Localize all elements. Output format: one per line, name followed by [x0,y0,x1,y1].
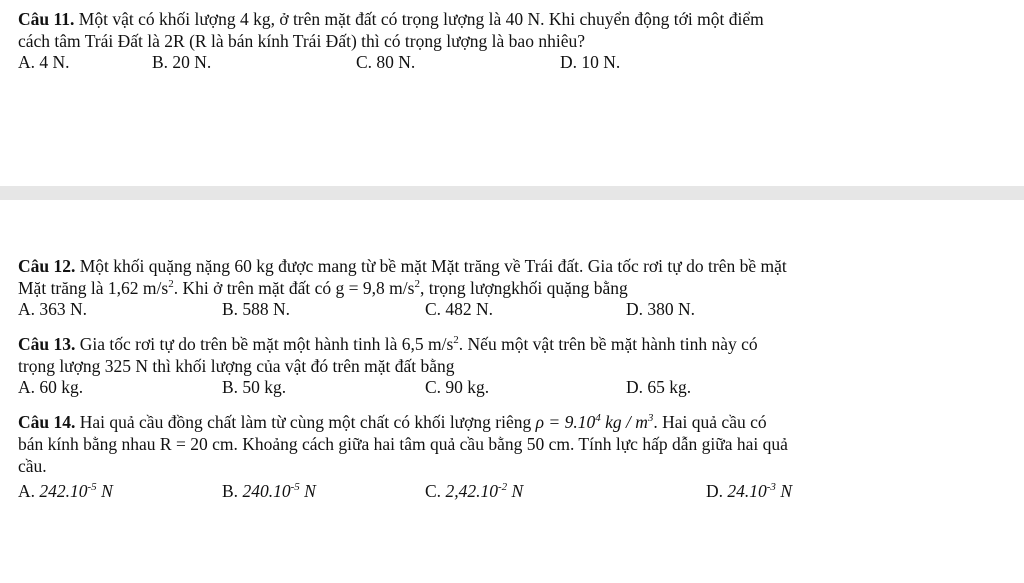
q14-option-d-mant: 24.10 [727,481,767,501]
q13-option-a[interactable]: A. 60 kg. [18,377,84,397]
q14-option-a[interactable] [18,481,113,502]
question-11 [18,8,1008,74]
q12-exp-2: 2 [414,278,420,291]
q11-line-1 [18,8,1008,30]
q14-option-a-exp: -5 [87,481,97,494]
q14-option-a-unit: N [96,481,113,501]
q12-option-d[interactable]: D. 380 N. [626,299,696,319]
q14-option-a-label: A. [18,481,36,501]
q14-option-c-exp: -2 [497,481,508,494]
question-12 [18,255,1008,321]
q12-options [18,299,1008,321]
q11-option-c[interactable]: C. 80 N. [356,52,416,72]
q14-text-1a: Hai quả cầu đồng chất làm từ cùng một chất có khối lượng riêng [75,412,536,432]
q13-exp: 2 [453,334,459,347]
question-14 [18,411,1008,503]
q12-text-1: Một khối quặng nặng 60 kg được mang từ bề mặt Mặt trăng về Trái đất. Gia tốc rơi tự do trên bề mặt [75,256,787,276]
q13-line-1 [18,333,1008,355]
q14-option-b-label: B. [222,481,239,501]
q14-option-d-label: D. [706,481,724,501]
q14-option-b[interactable] [222,481,316,502]
q13-option-b[interactable]: B. 50 kg. [222,377,287,397]
q12-text-2b: . Khi ở trên mặt đất có g = 9,8 m/s [173,278,415,298]
q14-option-d[interactable] [706,481,792,502]
density-formula [536,412,654,432]
q13-option-c[interactable]: C. 90 kg. [425,377,490,397]
q14-text-1b: . Hai quả cầu có [653,412,767,432]
q14-options [18,481,1008,503]
q12-line-1 [18,255,1008,277]
q14-option-c-label: C. [425,481,442,501]
q11-number: Câu 11. [18,9,75,29]
q14-option-a-mant: 242.10 [39,481,88,501]
q13-number: Câu 13. [18,334,76,354]
q14-option-c-unit: N [507,481,524,501]
q12-line-2 [18,277,1008,299]
q13-text-1b: . Nếu một vật trên bề mặt hành tinh này có [458,334,758,354]
q13-option-d[interactable]: D. 65 kg. [626,377,692,397]
q14-line-1 [18,411,1008,433]
q12-option-c[interactable]: C. 482 N. [425,299,494,319]
q14-option-b-unit: N [299,481,316,501]
q13-line-2: trọng lượng 325 N thì khối lượng của vật đó trên mặt đất bằng [18,356,455,376]
q12-option-b[interactable]: B. 588 N. [222,299,291,319]
q11-options [18,52,1008,74]
q14-option-d-exp: -3 [766,481,776,494]
q11-line-2: cách tâm Trái Đất là 2R (R là bán kính Trái Đất) thì có trọng lượng là bao nhiêu? [18,31,585,51]
q14-option-d-unit: N [775,481,792,501]
q14-option-b-exp: -5 [290,481,300,494]
question-13 [18,333,1008,399]
rho-unit-exponent: 3 [647,412,654,425]
q13-text-1a: Gia tốc rơi tự do trên bề mặt một hành tinh là 6,5 m/s [75,334,454,354]
q14-option-c[interactable] [425,481,523,502]
q11-option-d[interactable]: D. 10 N. [560,52,621,72]
q11-option-b[interactable]: B. 20 N. [152,52,212,72]
q12-number: Câu 12. [18,256,76,276]
rho-unit: kg / m [600,412,648,432]
q14-option-c-mant: 2,42.10 [445,481,498,501]
q12-exp-1: 2 [168,278,174,291]
q13-options [18,377,1008,399]
q14-number: Câu 14. [18,412,76,432]
q11-option-a[interactable]: A. 4 N. [18,52,70,72]
q14-option-b-mant: 240.10 [242,481,291,501]
rho-mantissa: ρ = 9.10 [535,412,596,432]
q12-text-2a: Mặt trăng là 1,62 m/s [18,278,169,298]
q12-text-2c: , trọng lượngkhối quặng bằng [419,278,628,298]
rho-exponent: 4 [595,412,601,425]
q14-line-3: cầu. [18,456,47,476]
q11-text-1: Một vật có khối lượng 4 kg, ở trên mặt đất có trọng lượng là 40 N. Khi chuyển động tới một điểm [74,9,764,29]
q12-option-a[interactable]: A. 363 N. [18,299,88,319]
q14-line-2: bán kính bằng nhau R = 20 cm. Khoảng cách giữa hai tâm quả cầu bằng 50 cm. Tính lực hấp dẫn giữa hai quả [18,434,788,454]
page-separator [0,186,1024,200]
